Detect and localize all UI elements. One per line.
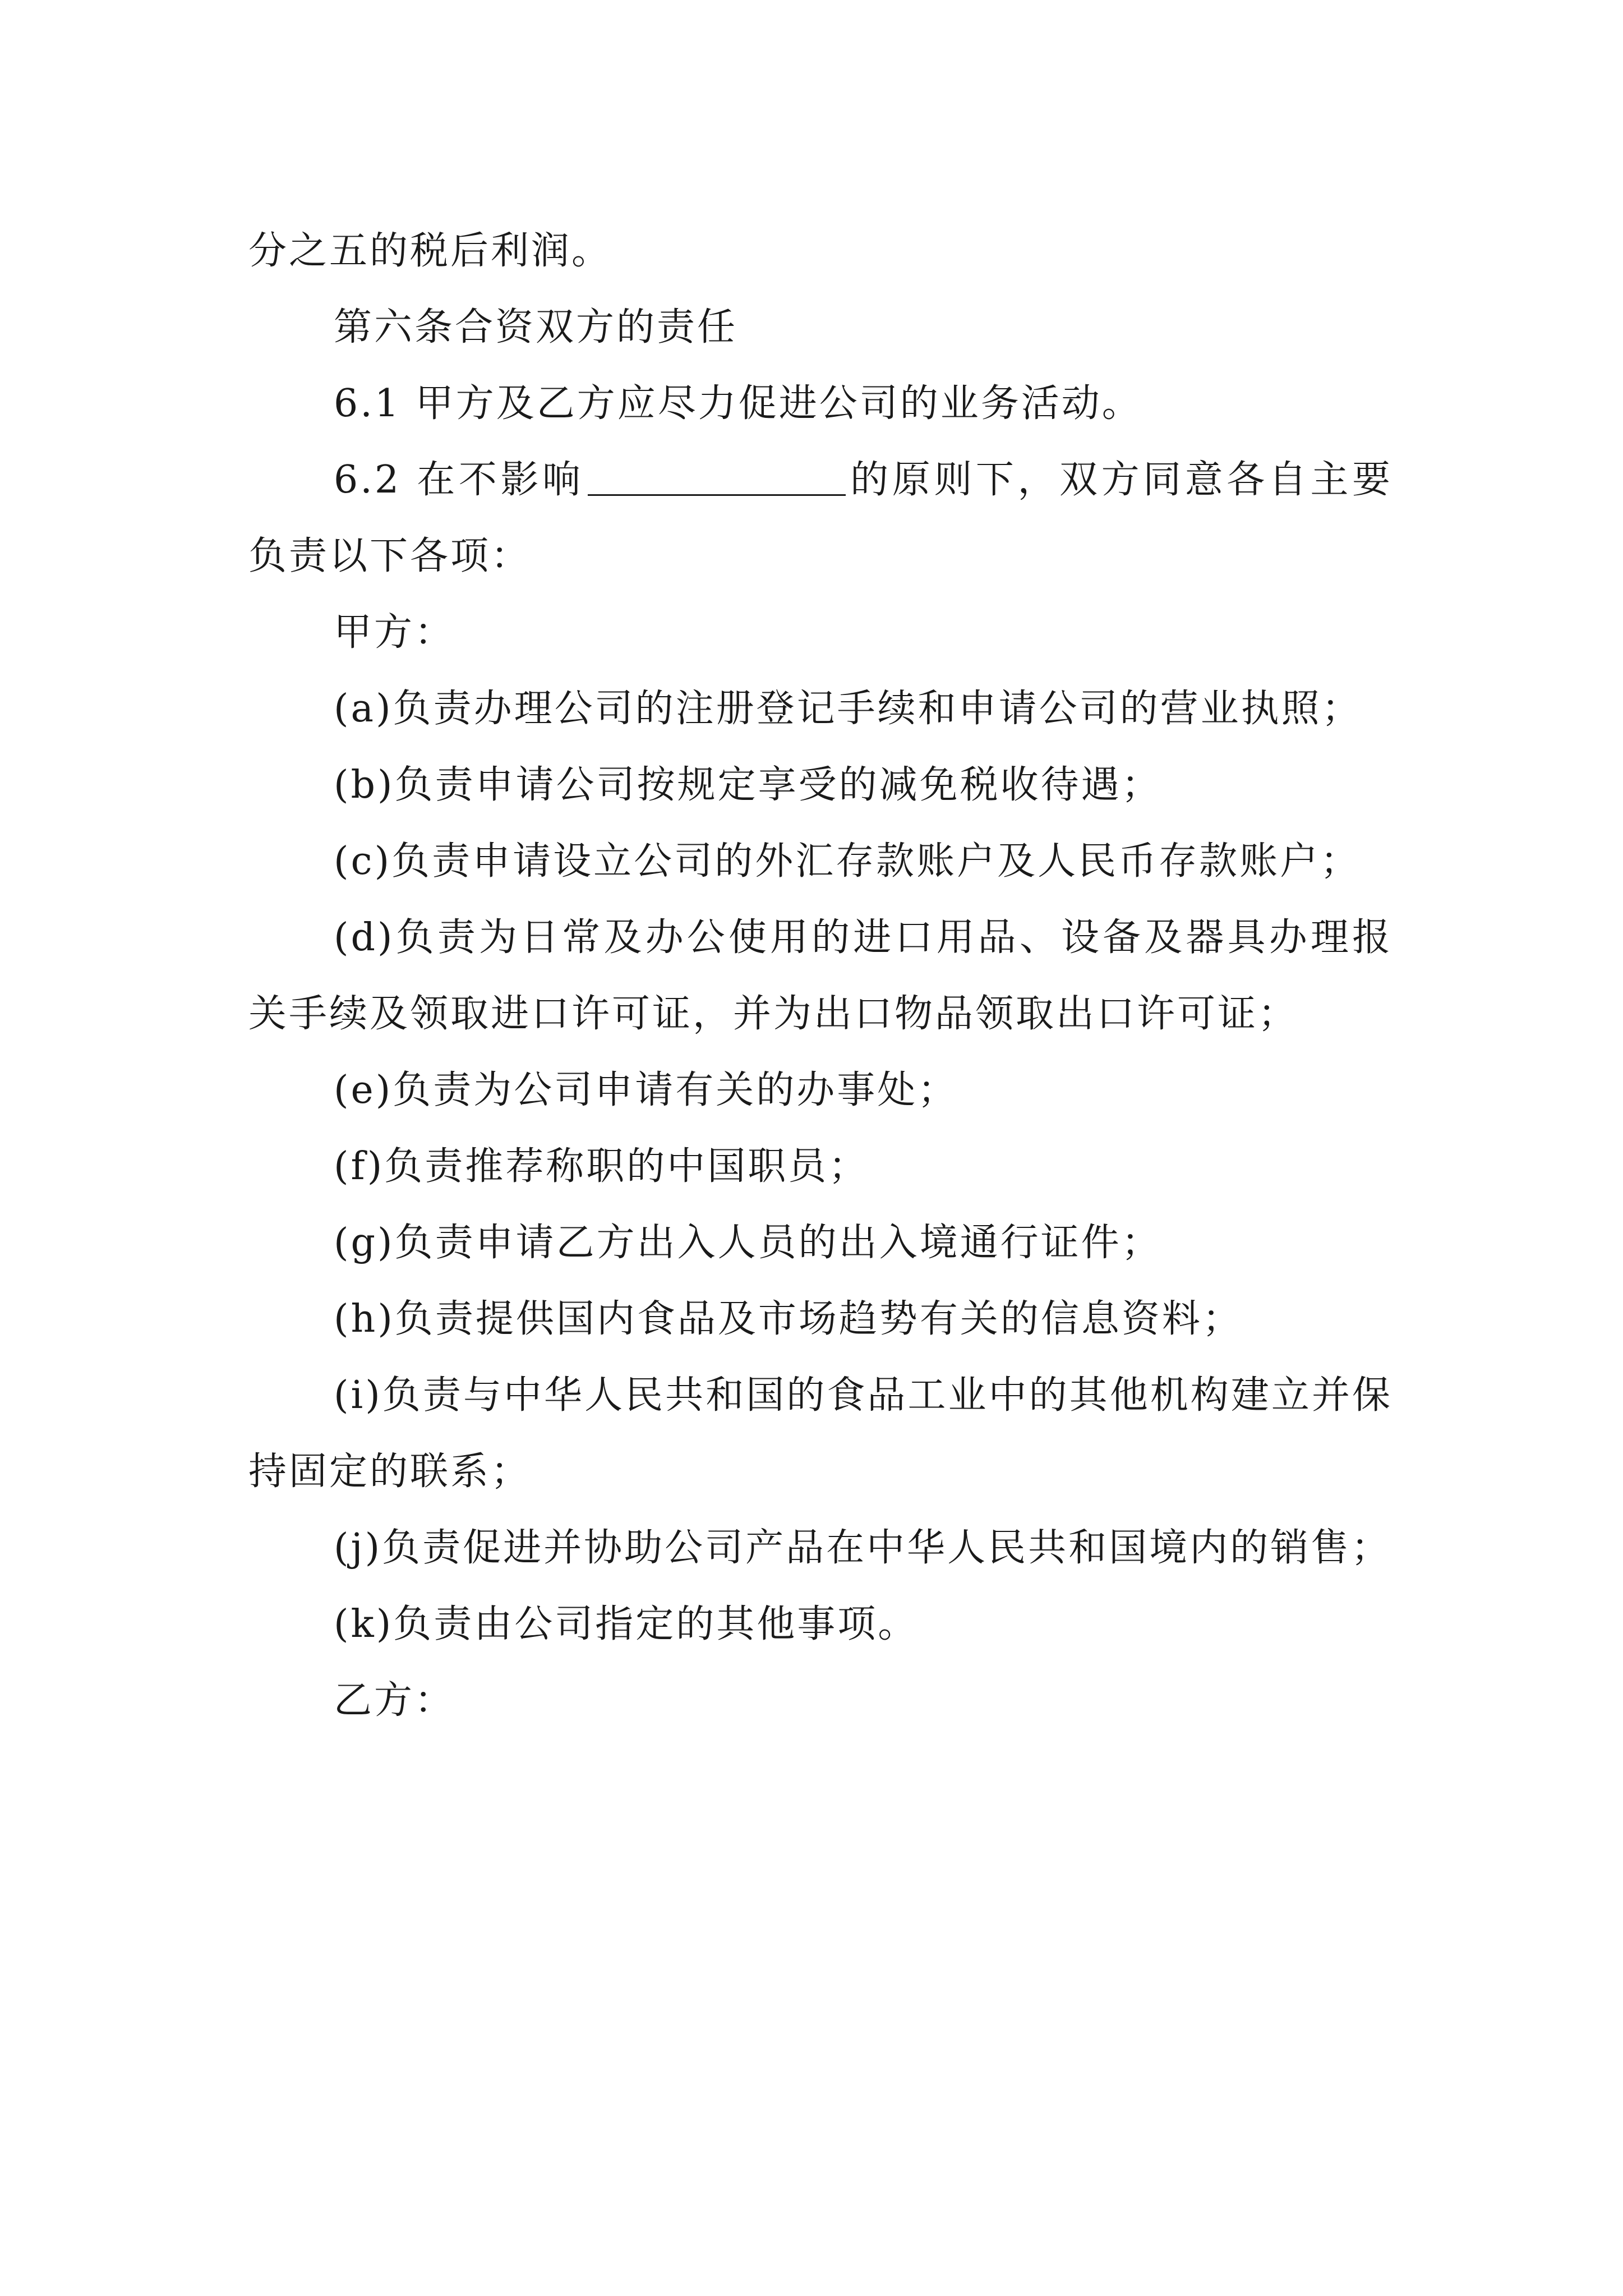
item-k: (k)负责由公司指定的其他事项。: [334, 1602, 919, 1646]
article-six-heading: 第六条合资双方的责任: [334, 305, 738, 349]
clause-6-2-after: 的原则下，双方同意各自主要负责以下各项：: [248, 458, 1393, 578]
paragraph-profit-continuation: 分之五的税后利润。: [248, 229, 612, 273]
item-a: (a)负责办理公司的注册登记手续和申请公司的营业执照；: [334, 687, 1362, 731]
item-i: (i)负责与中华人民共和国的食品工业中的其他机构建立并保持固定的联系；: [248, 1373, 1393, 1494]
item-b: (b)负责申请公司按规定享受的减免税收待遇；: [334, 763, 1162, 807]
party-a-heading: 甲方：: [334, 610, 455, 655]
item-e: (e)负责为公司申请有关的办事处；: [334, 1068, 958, 1112]
party-b-heading: 乙方：: [334, 1678, 455, 1723]
item-j: (j)负责促进并协助公司产品在中华人民共和国境内的销售；: [334, 1526, 1392, 1570]
item-d: (d)负责为日常及办公使用的进口用品、设备及器具办理报关手续及领取进口许可证，并为出口物品领取出口许可证；: [248, 915, 1393, 1036]
clause-6-2-before: 6.2 在不影响: [334, 458, 584, 502]
fill-in-blank: [588, 461, 846, 496]
document-body: [248, 213, 1393, 1739]
item-f: (f)负责推荐称职的中国职员；: [334, 1144, 869, 1189]
item-c: (c)负责申请设立公司的外汇存款账户及人民币存款账户；: [334, 839, 1361, 884]
clause-6-1: 6.1 甲方及乙方应尽力促进公司的业务活动。: [334, 381, 1142, 426]
item-g: (g)负责申请乙方出入人员的出入境通行证件；: [334, 1221, 1162, 1265]
clause-6-2: [248, 442, 1393, 595]
item-h: (h)负责提供国内食品及市场趋势有关的信息资料；: [334, 1297, 1243, 1341]
